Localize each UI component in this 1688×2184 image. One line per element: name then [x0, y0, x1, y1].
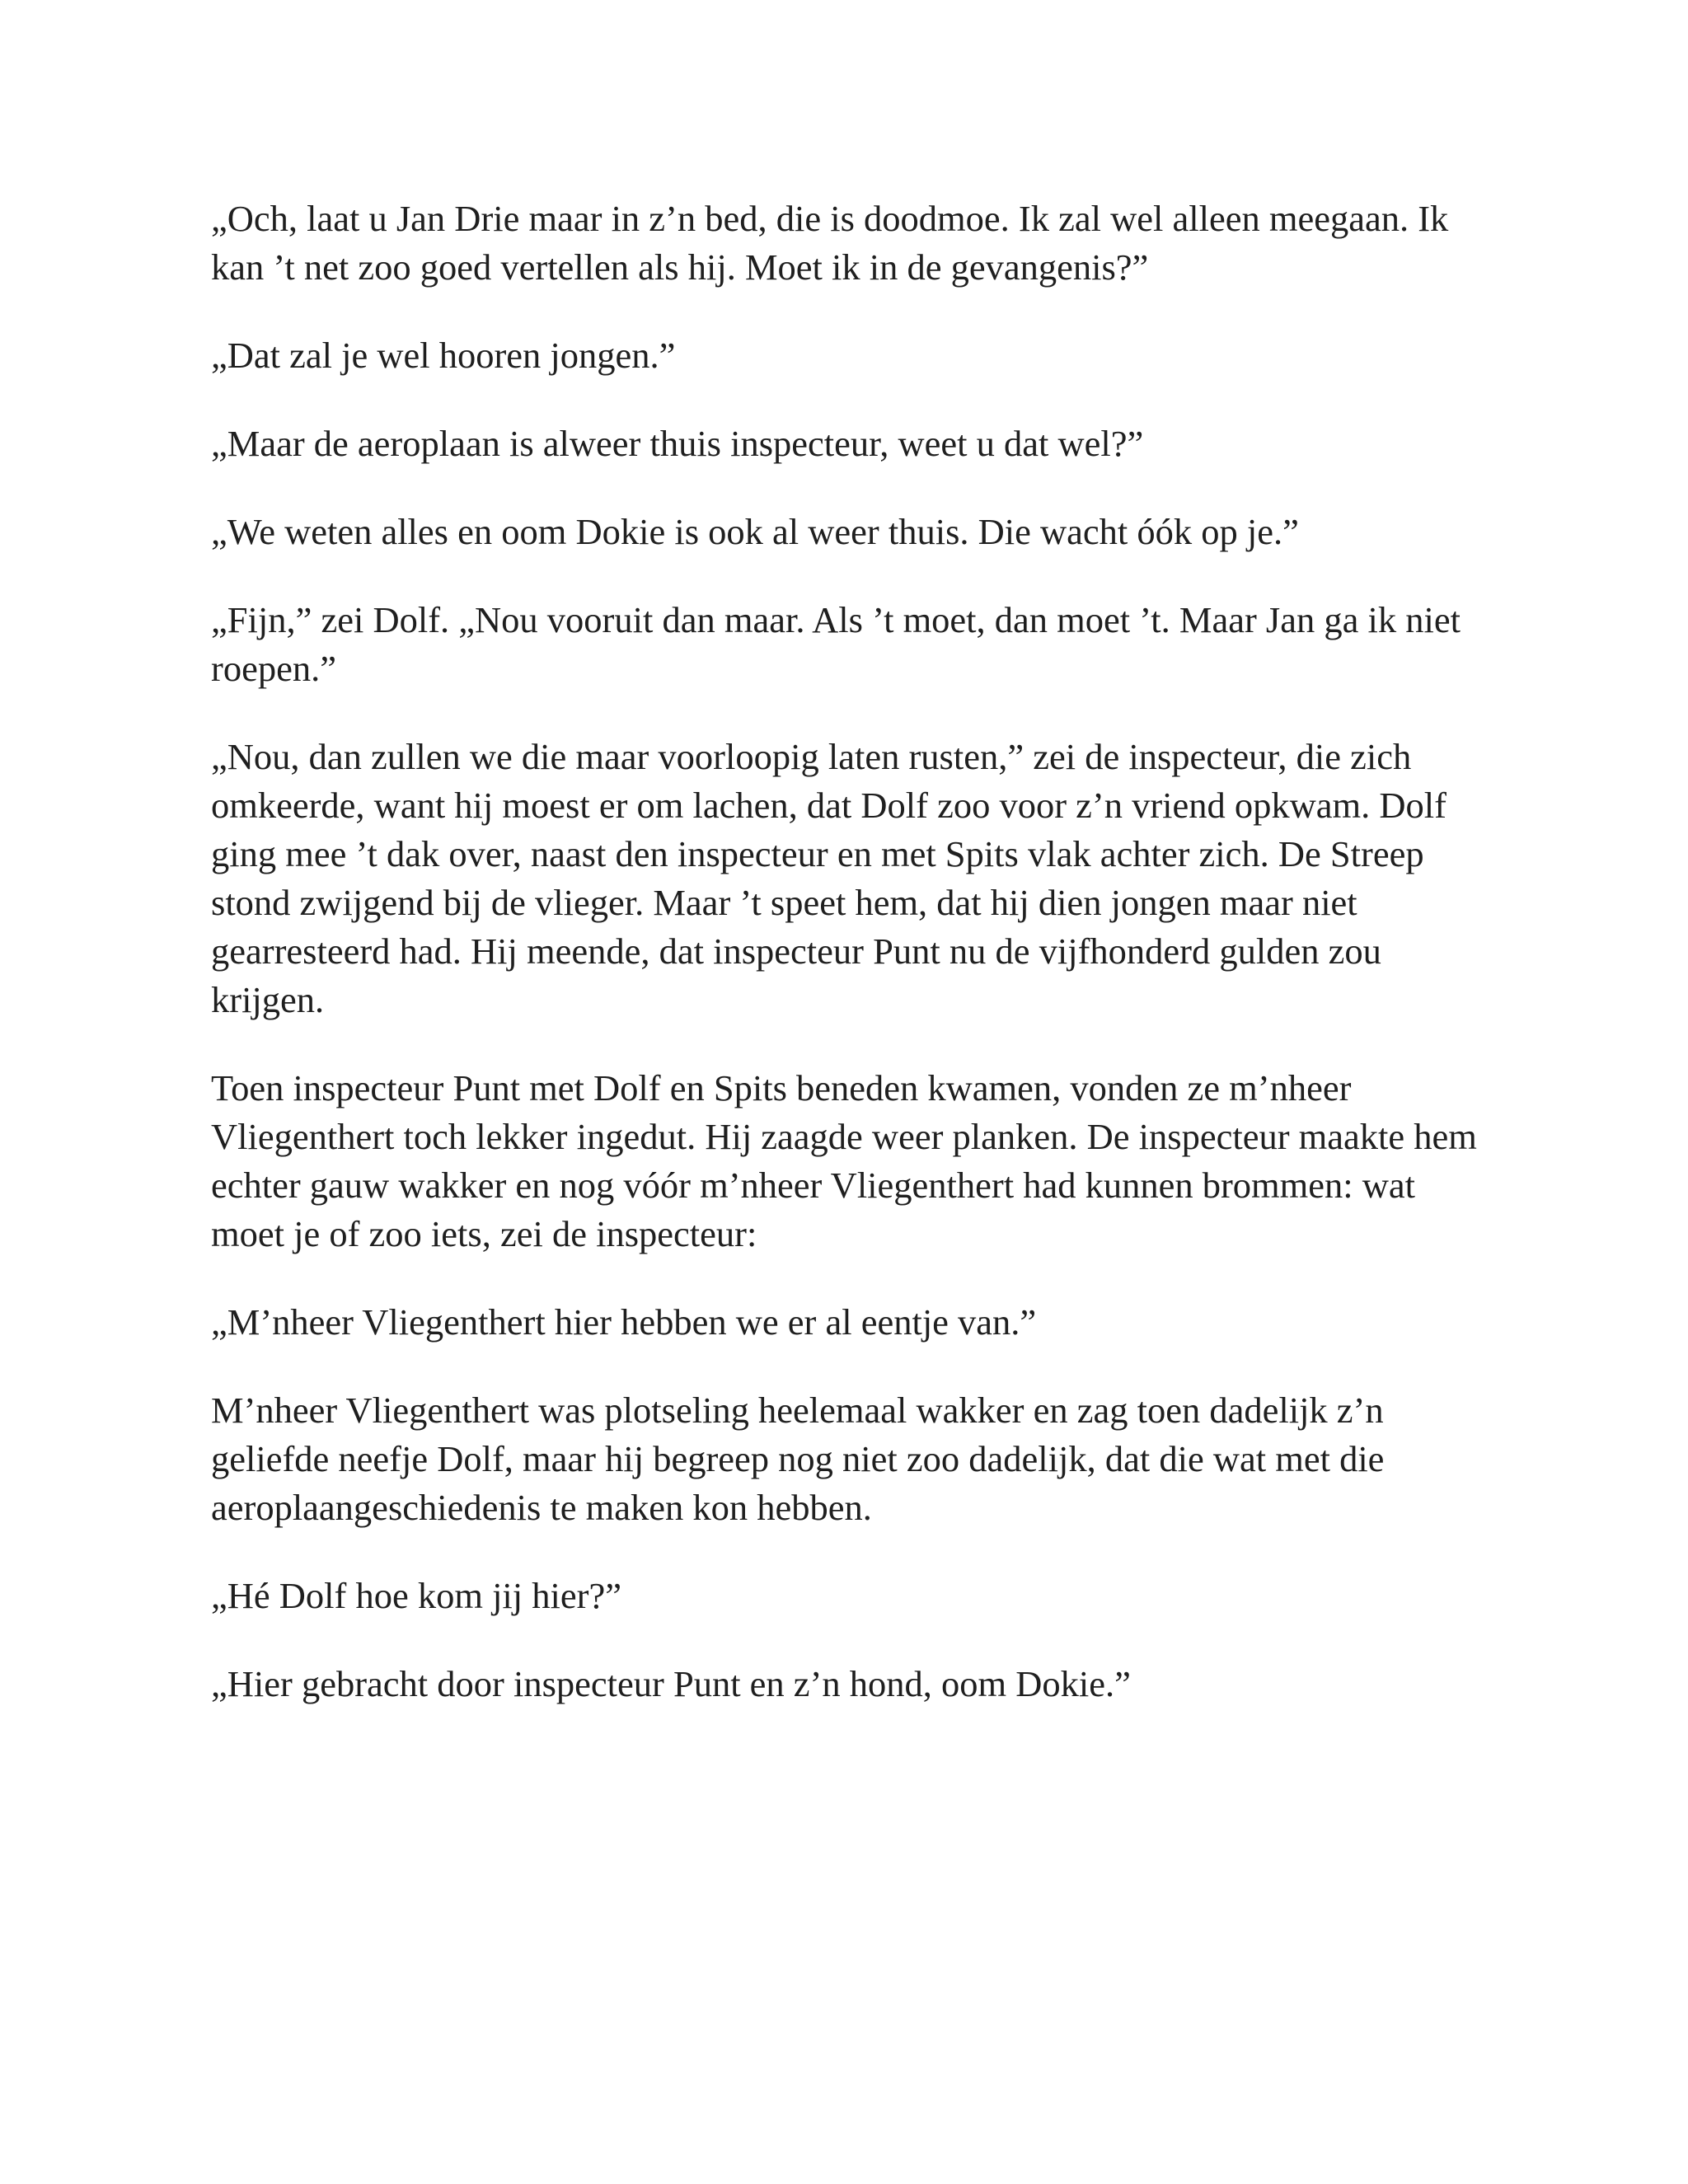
paragraph: Toen inspecteur Punt met Dolf en Spits beneden kwamen, vonden ze m’nheer Vliegenthert toch lekker ingedut. Hij zaagde weer planken. De inspecteur maakte hem echter gauw wakker en nog vóór m’nheer Vliegenthert had kunnen brommen: wat moet je of zoo iets, zei de inspecteur:	[211, 1067, 1477, 1254]
paragraph: M’nheer Vliegenthert was plotseling heelemaal wakker en zag toen dadelijk z’n geliefde neefje Dolf, maar hij begreep nog niet zoo dadelijk, dat die wat met die aeroplaangeschiedenis te maken kon hebben.	[211, 1390, 1385, 1528]
paragraph: „M’nheer Vliegenthert hier hebben we er al eentje van.”	[211, 1301, 1037, 1343]
paragraph: „Fijn,” zei Dolf. „Nou vooruit dan maar. Als ’t moet, dan moet ’t. Maar Jan ga ik niet roepen.”	[211, 599, 1461, 689]
paragraph: „Hier gebracht door inspecteur Punt en z’n hond, oom Dokie.”	[211, 1663, 1131, 1704]
paragraph: „Dat zal je wel hooren jongen.”	[211, 335, 676, 376]
paragraph: „Hé Dolf hoe kom jij hier?”	[211, 1575, 621, 1616]
paragraph: „Nou, dan zullen we die maar voorloopig laten rusten,” zei de inspecteur, die zich omkeerde, want hij moest er om lachen, dat Dolf zoo voor z’n vriend opkwam. Dolf ging mee ’t dak over, naast den inspecteur en met Spits vlak achter zich. De Streep stond zwijgend bij de vlieger. Maar ’t speet hem, dat hij dien jongen maar niet gearresteerd had. Hij meende, dat inspecteur Punt nu de vijfhonderd gulden zou krijgen.	[211, 736, 1447, 1020]
paragraph: „Och, laat u Jan Drie maar in z’n bed, die is doodmoe. Ik zal wel alleen meegaan. Ik kan ’t net zoo goed vertellen als hij. Moet ik in de gevangenis?”	[211, 198, 1449, 288]
paragraph: „We weten alles en oom Dokie is ook al weer thuis. Die wacht óók op je.”	[211, 511, 1299, 552]
body-text	[211, 194, 1480, 1748]
paragraph: „Maar de aeroplaan is alweer thuis inspecteur, weet u dat wel?”	[211, 423, 1144, 464]
